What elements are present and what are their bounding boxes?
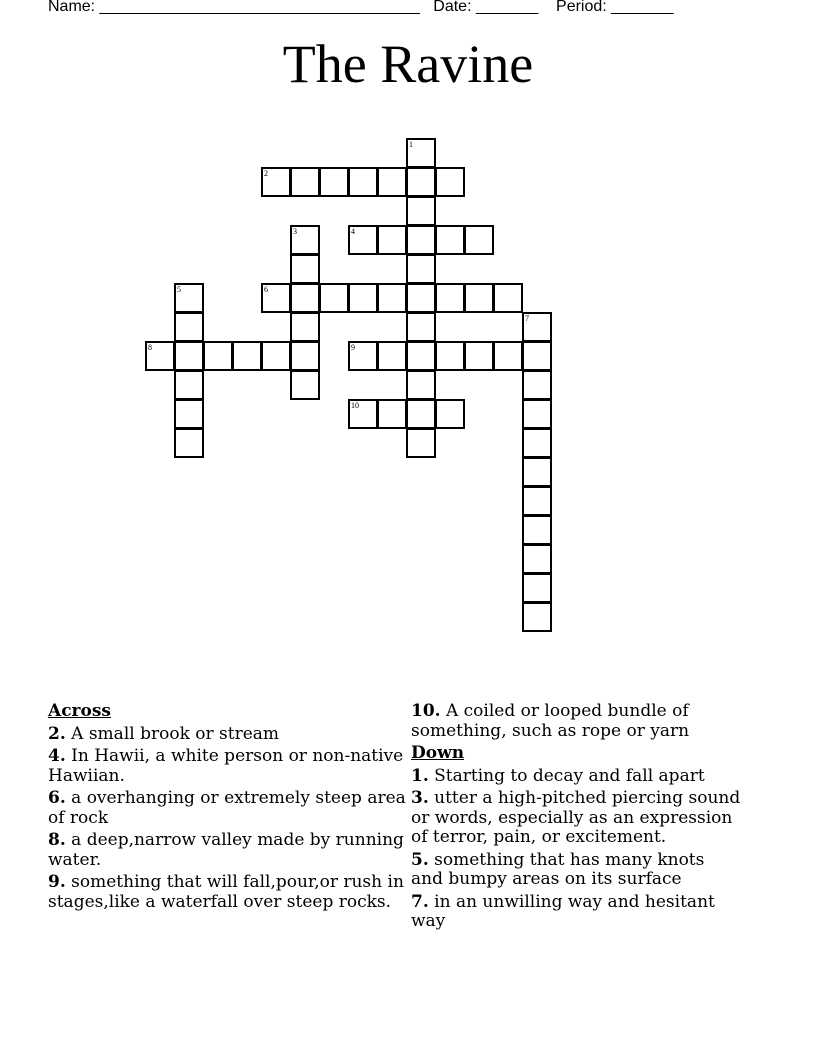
clue-number: 2 [264,169,268,178]
grid-cell[interactable] [174,428,204,458]
grid-cell[interactable] [406,283,436,313]
grid-cell[interactable] [377,341,407,371]
grid-cell[interactable] [232,341,262,371]
grid-cell[interactable] [435,399,465,429]
grid-cell[interactable] [319,283,349,313]
grid-cell[interactable] [522,573,552,603]
grid-cell[interactable] [348,341,378,371]
grid-cell[interactable] [493,283,523,313]
clue-number: 5 [177,285,181,294]
grid-cell[interactable] [406,196,436,226]
period-field[interactable]: Period: _______ [556,0,674,15]
grid-cell[interactable] [406,225,436,255]
clue-number: 6 [264,285,268,294]
page-title: The Ravine [282,34,534,94]
grid-cell[interactable] [377,283,407,313]
grid-cell[interactable] [174,341,204,371]
grid-cell[interactable] [406,254,436,284]
grid-cell[interactable] [522,341,552,371]
clue-across-2: 2. A small brook or stream [48,723,280,744]
grid-cell[interactable] [174,283,204,313]
clue-number: 1 [409,140,413,149]
grid-cell[interactable] [174,399,204,429]
grid-cell[interactable] [348,225,378,255]
clue-number: 3 [293,227,297,236]
clues-left-column [48,702,408,915]
grid-cell[interactable] [290,312,320,342]
grid-cell[interactable] [290,283,320,313]
grid-cell[interactable] [261,167,291,197]
clues-right-column [411,702,741,935]
grid-cell[interactable] [261,283,291,313]
grid-cell[interactable] [435,167,465,197]
grid-cell[interactable] [290,225,320,255]
grid-cell[interactable] [522,486,552,516]
clue-across-4: 4. In Hawii, a white person or non-native Hawiian. [48,746,404,786]
grid-cell[interactable] [522,544,552,574]
grid-cell[interactable] [290,167,320,197]
worksheet-header [48,0,673,16]
grid-cell[interactable] [522,457,552,487]
grid-cell[interactable] [522,515,552,545]
across-heading: Across [48,701,111,721]
grid-cell[interactable] [261,341,291,371]
grid-cell[interactable] [348,283,378,313]
clue-down-7: 7. in an unwilling way and hesitant way [411,891,715,931]
grid-cell[interactable] [406,167,436,197]
grid-cell[interactable] [290,370,320,400]
clue-across-9: 9. something that will fall,pour,or rush in stages,like a waterfall over steep rocks. [48,872,404,912]
clue-down-1: 1. Starting to decay and fall apart [411,765,705,786]
grid-cell[interactable] [406,370,436,400]
clue-number: 4 [351,227,355,236]
grid-cell[interactable] [464,225,494,255]
grid-cell[interactable] [435,341,465,371]
grid-cell[interactable] [522,312,552,342]
down-heading: Down [411,743,465,763]
grid-cell[interactable] [290,341,320,371]
grid-cell[interactable] [290,254,320,284]
clue-number: 10 [351,401,359,410]
grid-cell[interactable] [406,138,436,168]
clue-across-6: 6. a overhanging or extremely steep area of rock [48,788,406,828]
grid-cell[interactable] [406,341,436,371]
grid-cell[interactable] [145,341,175,371]
grid-cell[interactable] [464,341,494,371]
crossword-grid [146,139,581,639]
grid-cell[interactable] [348,167,378,197]
clue-across-8: 8. a deep,narrow valley made by running water. [48,830,404,870]
grid-cell[interactable] [406,312,436,342]
grid-cell[interactable] [522,370,552,400]
grid-cell[interactable] [406,399,436,429]
grid-cell[interactable] [377,399,407,429]
grid-cell[interactable] [435,225,465,255]
grid-cell[interactable] [174,370,204,400]
clue-down-5: 5. something that has many knots and bumpy areas on its surface [411,849,705,889]
date-field[interactable]: Date: _______ [433,0,539,15]
grid-cell[interactable] [377,167,407,197]
grid-cell[interactable] [319,167,349,197]
clue-number: 7 [525,314,529,323]
grid-cell[interactable] [406,428,436,458]
grid-cell[interactable] [493,341,523,371]
grid-cell[interactable] [174,312,204,342]
clue-down-3: 3. utter a high-pitched piercing sound or words, especially as an expression of terror, pain, or excitement. [411,788,741,847]
grid-cell[interactable] [348,399,378,429]
grid-cell[interactable] [203,341,233,371]
clue-number: 9 [351,343,355,352]
grid-cell[interactable] [522,399,552,429]
clue-number: 8 [148,343,152,352]
grid-cell[interactable] [435,283,465,313]
grid-cell[interactable] [377,225,407,255]
grid-cell[interactable] [464,283,494,313]
name-field[interactable]: Name: ____________________________________ [48,0,420,15]
grid-cell[interactable] [522,428,552,458]
clue-across-10: 10. A coiled or looped bundle of something, such as rope or yarn [411,701,690,741]
grid-cell[interactable] [522,602,552,632]
